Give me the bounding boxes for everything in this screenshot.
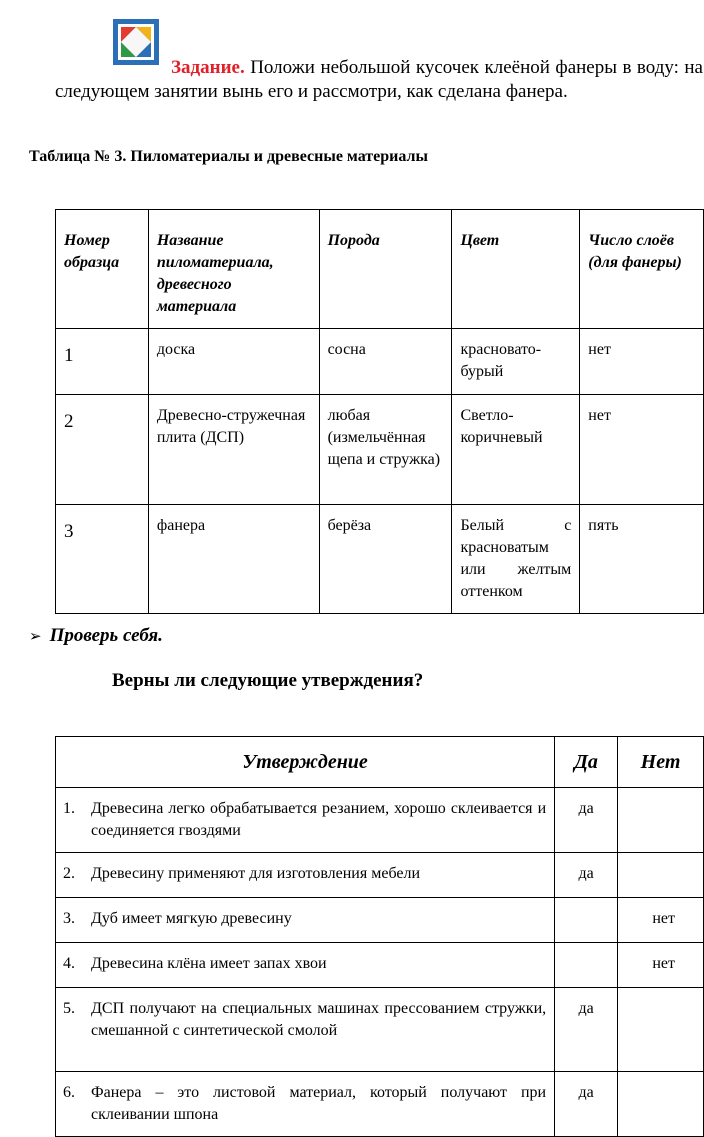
table1-caption: Таблица № 3. Пиломатериалы и древесные материалы bbox=[29, 148, 428, 165]
yes-cell: да bbox=[555, 853, 618, 898]
no-cell: нет bbox=[618, 943, 704, 988]
cell-name: доска bbox=[148, 329, 319, 395]
statement-number: 1. bbox=[63, 800, 75, 817]
yes-cell bbox=[555, 943, 618, 988]
statement-number: 4. bbox=[63, 955, 75, 972]
no-cell bbox=[618, 853, 704, 898]
cell-number: 2 bbox=[56, 395, 149, 505]
statement-number: 6. bbox=[63, 1084, 75, 1101]
cell-breed: любая (измельчённая щепа и стружка) bbox=[319, 395, 452, 505]
no-cell: нет bbox=[618, 898, 704, 943]
table-row bbox=[56, 853, 704, 898]
statement-number: 5. bbox=[63, 1000, 75, 1017]
yes-cell: да bbox=[555, 988, 618, 1072]
statement-text: Древесину применяют для изготовления мебели bbox=[91, 865, 421, 882]
cell-number: 1 bbox=[56, 329, 149, 395]
statement-text: Древесина клёна имеет запах хвои bbox=[91, 955, 327, 972]
statement-cell bbox=[56, 853, 555, 898]
materials-table bbox=[55, 209, 704, 614]
header-no: Нет bbox=[618, 737, 704, 788]
header-name: Название пиломатериала, древесного материала bbox=[148, 210, 319, 329]
header-statement: Утверждение bbox=[56, 737, 555, 788]
table-row bbox=[56, 788, 704, 853]
check-title: Проверь себя. bbox=[49, 625, 163, 646]
header-breed: Порода bbox=[319, 210, 452, 329]
arrow-bullet-icon: ➢ bbox=[29, 627, 42, 645]
no-cell bbox=[618, 788, 704, 853]
statement-text: Древесина легко обрабатывается резанием, хорошо склеивается и соединяется гвоздями bbox=[91, 800, 547, 839]
table-row bbox=[56, 395, 704, 505]
task-paragraph bbox=[55, 56, 703, 104]
statement-text: Фанера – это листовой материал, который получают при склеивании шпона bbox=[91, 1084, 547, 1123]
table-row bbox=[56, 988, 704, 1072]
header-yes: Да bbox=[555, 737, 618, 788]
cell-color: Светло-коричневый bbox=[452, 395, 580, 505]
statement-cell bbox=[56, 788, 555, 853]
cell-layers: пять bbox=[580, 505, 704, 614]
cell-name: Древесно-стружечная плита (ДСП) bbox=[148, 395, 319, 505]
table-header-row bbox=[56, 210, 704, 329]
statements-table bbox=[55, 736, 704, 1137]
yes-cell: да bbox=[555, 788, 618, 853]
table-row bbox=[56, 943, 704, 988]
question-heading: Верны ли следующие утверждения? bbox=[112, 670, 424, 691]
statement-text: ДСП получают на специальных машинах прессованием стружки, смешанной с синтетической смолой bbox=[91, 1000, 547, 1039]
statement-cell bbox=[56, 1072, 555, 1137]
table-row bbox=[56, 1072, 704, 1137]
header-layers: Число слоёв (для фанеры) bbox=[580, 210, 704, 329]
statement-number: 3. bbox=[63, 910, 75, 927]
cell-number: 3 bbox=[56, 505, 149, 614]
table-row bbox=[56, 329, 704, 395]
statement-number: 2. bbox=[63, 865, 75, 882]
cell-name: фанера bbox=[148, 505, 319, 614]
yes-cell bbox=[555, 898, 618, 943]
table-row bbox=[56, 898, 704, 943]
header-number: Номер образца bbox=[56, 210, 149, 329]
cell-color: красновато-бурый bbox=[452, 329, 580, 395]
cell-layers: нет bbox=[580, 329, 704, 395]
task-text: Положи небольшой кусочек клеёной фанеры в воду: на следующем занятии вынь его и рассмотри, как сделана фанера. bbox=[55, 57, 703, 102]
cell-layers: нет bbox=[580, 395, 704, 505]
statement-cell bbox=[56, 898, 555, 943]
table-header-row bbox=[56, 737, 704, 788]
no-cell bbox=[618, 988, 704, 1072]
header-color: Цвет bbox=[452, 210, 580, 329]
yes-cell: да bbox=[555, 1072, 618, 1137]
statement-cell bbox=[56, 988, 555, 1072]
cell-breed: берёза bbox=[319, 505, 452, 614]
no-cell bbox=[618, 1072, 704, 1137]
statement-cell bbox=[56, 943, 555, 988]
cell-breed: сосна bbox=[319, 329, 452, 395]
cell-color: Белый с красноватым или желтым оттенком bbox=[452, 505, 580, 614]
statement-text: Дуб имеет мягкую древесину bbox=[91, 910, 292, 927]
task-label: Задание. bbox=[171, 57, 245, 78]
table-row bbox=[56, 505, 704, 614]
check-yourself-heading bbox=[29, 625, 163, 647]
